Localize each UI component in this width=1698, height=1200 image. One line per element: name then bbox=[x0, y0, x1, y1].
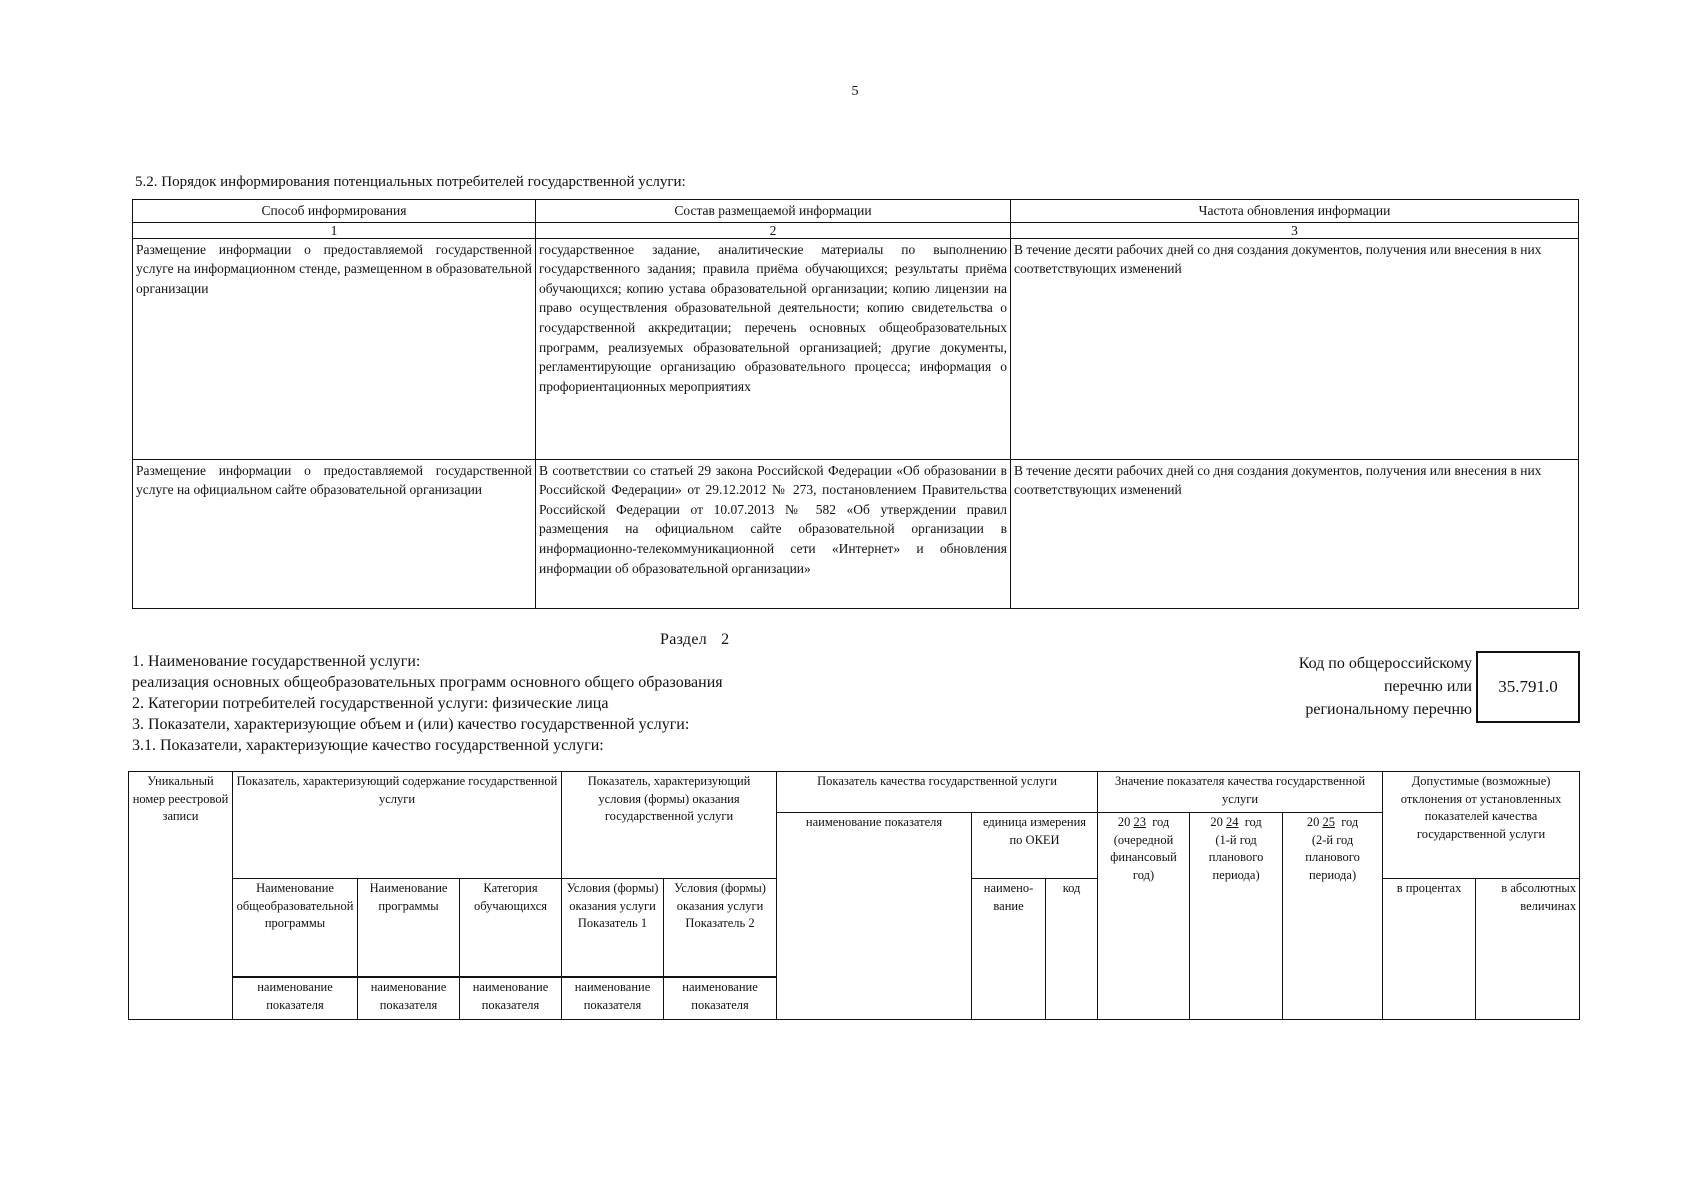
registry-number-header: Уникальный номер реестровой записи bbox=[129, 772, 233, 1020]
year-1-header: 20 23 год (очередной финансовый год) bbox=[1098, 813, 1190, 1020]
indicator-name-cell: наименование показателя bbox=[664, 977, 777, 1020]
row-frequency: В течение десяти рабочих дней со дня создания документов, получения или внесения в них соответствующих изменений bbox=[1011, 238, 1579, 459]
category-header: Категория обучающихся bbox=[460, 879, 562, 978]
indicator-name-cell: наименование показателя bbox=[460, 977, 562, 1020]
section-5-2-title: 5.2. Порядок информирования потенциальных потребителей государственной услуги: bbox=[135, 174, 686, 190]
deviation-absolute-header: в абсолютных величинах bbox=[1476, 879, 1580, 1020]
service-name-value: реализация основных общеобразовательных программ основного общего образования bbox=[132, 674, 723, 691]
razdel-label: Раздел bbox=[660, 631, 708, 648]
unit-okei-header: единица измерения по ОКЕИ bbox=[972, 813, 1098, 879]
deviation-percent-header: в процентах bbox=[1383, 879, 1476, 1020]
indicator-name-cell: наименование показателя bbox=[233, 977, 358, 1020]
row-method: Размещение информации о предоставляемой государственной услуге на информационном стенде, размещенном в образовательной организации bbox=[133, 238, 536, 459]
unit-name-header: наимено-вание bbox=[972, 879, 1046, 1020]
program-name-header: Наименование общеобразовательной программы bbox=[233, 879, 358, 978]
col-number: 3 bbox=[1011, 222, 1579, 238]
info-table-header bbox=[133, 200, 1579, 223]
quality-indicator-header: Показатель качества государственной услуги bbox=[777, 772, 1098, 813]
conditions-indicator-header: Показатель, характеризующий условия (формы) оказания государственной услуги bbox=[562, 772, 777, 879]
row-content: В соответствии со статьей 29 закона Российской Федерации «Об образовании в Российской Федерации» от 29.12.2012 № 273, постановлением Правительства Российской Федерации от 10.07.2013 № 582 «Об утверждении правил размещения на официальном сайте образовательной организации в информационно-телекоммуникационной сети «Интернет» и обновления информации об образовательной организации» bbox=[536, 459, 1011, 608]
indicators-heading: 3. Показатели, характеризующие объем и (или) качество государственной услуги: bbox=[132, 716, 690, 733]
content-indicator-header: Показатель, характеризующий содержание государственной услуги bbox=[233, 772, 562, 879]
row-content: государственное задание, аналитические материалы по выполнению государственного задания; правила приёма обучающихся; результаты приёма обучающихся; копию устава образовательной организации; копию лицензии на право осуществления образовательной деятельности; копию свидетельства о государственной аккредитации; перечень основных общеобразовательных программ, реализуемых образовательной организацией; другие документы, регламентирующие организацию образовательного процесса; информация о профориентационных мероприятиях bbox=[536, 238, 1011, 459]
condition-1-header: Условия (формы) оказания услуги Показатель 1 bbox=[562, 879, 664, 978]
quality-indicators-heading: 3.1. Показатели, характеризующие качество государственной услуги: bbox=[132, 737, 604, 754]
header-frequency: Частота обновления информации bbox=[1011, 200, 1579, 223]
indicator-name-cell: наименование показателя bbox=[562, 977, 664, 1020]
section-heading bbox=[660, 631, 729, 649]
consumer-categories: 2. Категории потребителей государственной услуги: физические лица bbox=[132, 695, 609, 712]
year-3-header: 20 25 год (2-й год планового периода) bbox=[1283, 813, 1383, 1020]
unit-code-header: код bbox=[1046, 879, 1098, 1020]
razdel-number: 2 bbox=[721, 631, 730, 648]
page-number: 5 bbox=[851, 84, 859, 99]
info-table-col-numbers bbox=[133, 222, 1579, 238]
header-method: Способ информирования bbox=[133, 200, 536, 223]
indicator-name-cell: наименование показателя bbox=[358, 977, 460, 1020]
row-method: Размещение информации о предоставляемой государственной услуге на официальном сайте образовательной организации bbox=[133, 459, 536, 608]
value-indicator-header: Значение показателя качества государственной услуги bbox=[1098, 772, 1383, 813]
registry-code-value: 35.791.0 bbox=[1476, 651, 1580, 723]
col-number: 1 bbox=[133, 222, 536, 238]
year-2-header: 20 24 год (1-й год планового периода) bbox=[1190, 813, 1283, 1020]
quality-table bbox=[128, 771, 1580, 1020]
program-header: Наименование программы bbox=[358, 879, 460, 978]
condition-2-header: Условия (формы) оказания услуги Показатель 2 bbox=[664, 879, 777, 978]
info-table bbox=[132, 199, 1579, 609]
quality-indicator-name-header: наименование показателя bbox=[777, 813, 972, 1020]
service-description bbox=[132, 651, 723, 756]
header-content: Состав размещаемой информации bbox=[536, 200, 1011, 223]
service-name-label: 1. Наименование государственной услуги: bbox=[132, 653, 421, 670]
row-frequency: В течение десяти рабочих дней со дня создания документов, получения или внесения в них соответствующих изменений bbox=[1011, 459, 1579, 608]
table-row bbox=[133, 459, 1579, 608]
table-row bbox=[133, 238, 1579, 459]
registry-code-label: Код по общероссийскому перечню или региональному перечню bbox=[1298, 655, 1472, 718]
col-number: 2 bbox=[536, 222, 1011, 238]
deviation-header: Допустимые (возможные) отклонения от установленных показателей качества государственной услуги bbox=[1383, 772, 1580, 879]
